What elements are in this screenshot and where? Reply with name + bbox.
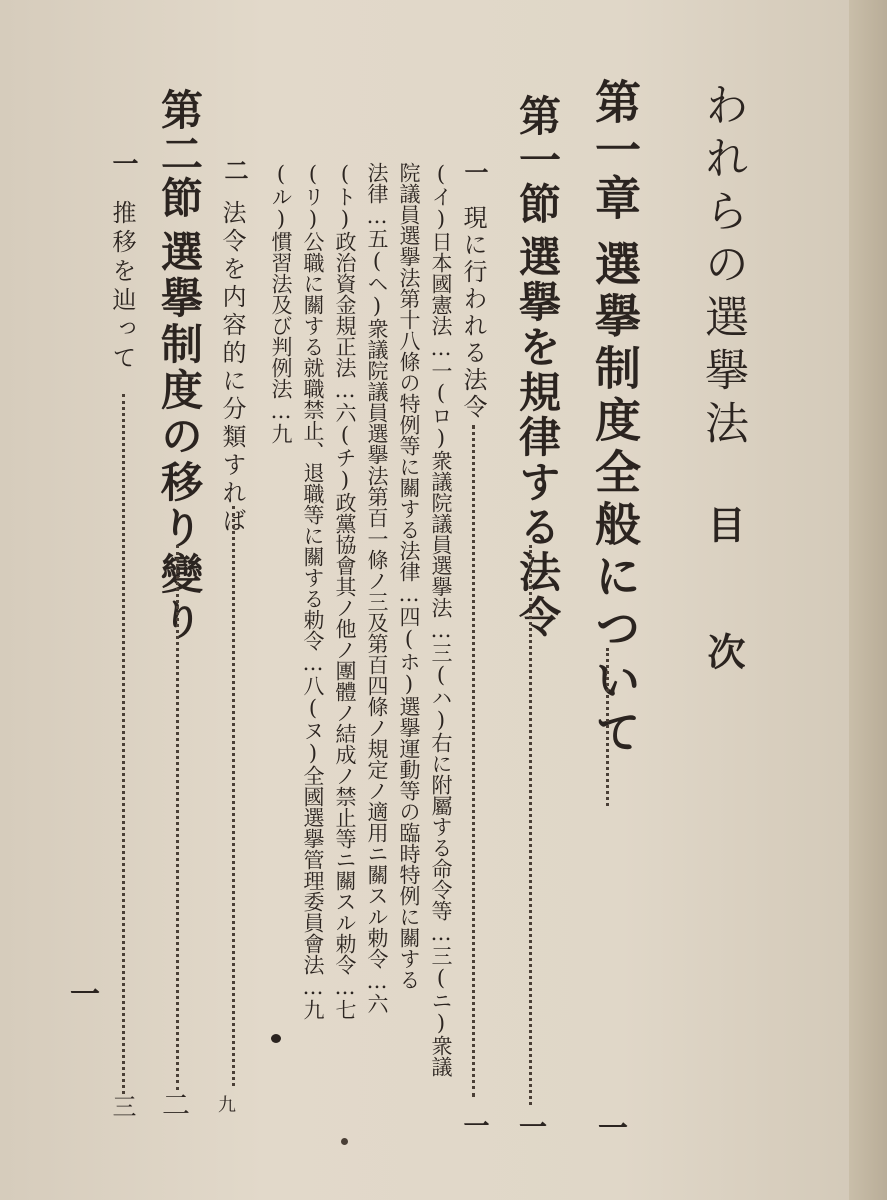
chapter-1-page: 一 xyxy=(592,1112,627,1142)
section-1-prefix: 第一節 xyxy=(513,94,562,226)
section-1-title: 選擧を規律する法令 xyxy=(513,235,562,640)
item-2-title: 法令を内容的に分類すれば xyxy=(218,200,246,536)
contents-label: 目 次 xyxy=(701,505,746,692)
item-1-line-2: 院議員選擧法第十八條の特例等に關する法律…四(ホ)選擧運動等の臨時特例に關する xyxy=(397,162,421,990)
item-1-page: 一 xyxy=(459,1112,489,1138)
item-1-line-4: (ト)政治資金規正法…六(チ)政黨協會其ノ他ノ團體ノ結成ノ禁止等ニ關スル勅令…七 xyxy=(333,162,357,1020)
section-1-leader xyxy=(529,545,532,1105)
item-1-line-6: (ル)慣習法及び判例法…九 xyxy=(269,162,293,444)
section-2-leader xyxy=(176,545,179,1090)
section-2-page: 二 xyxy=(158,1090,191,1118)
item-1-line-5: (リ)公職に關する就職禁止、退職等に關する勅令…八(ヌ)全國選擧管理委員會法…九 xyxy=(301,162,325,1020)
section-2-prefix: 第二節 xyxy=(155,88,204,220)
book-title: われらの選擧法 xyxy=(697,82,748,453)
ink-blot xyxy=(271,1034,281,1043)
item-1-number: 一 xyxy=(460,160,489,184)
item-3-leader xyxy=(122,394,125,1094)
item-2-number: 二 xyxy=(220,158,249,182)
item-2-leader xyxy=(232,506,235,1086)
section-2-title: 選擧制度の移り變り xyxy=(155,230,204,644)
page-edge xyxy=(849,0,887,1200)
chapter-1-title: 選擧制度全般について xyxy=(588,240,642,760)
item-1-line-1: (イ)日本國憲法…一(ロ)衆議院議員選擧法…三(ハ)右に附屬する命令等…三(ニ)衆議 xyxy=(429,162,453,1077)
chapter-1-leader xyxy=(606,648,609,806)
chapter-1-prefix: 第一章 xyxy=(588,78,642,222)
item-3-page: 三 xyxy=(108,1094,136,1118)
item-1-leader xyxy=(472,425,475,1097)
item-3-title: 推移を辿って xyxy=(108,200,136,374)
item-1-title: 現に行われる法令 xyxy=(459,205,487,421)
ink-dot xyxy=(341,1138,348,1145)
section-1-page: 一 xyxy=(515,1112,548,1140)
item-2-page: 九 xyxy=(215,1095,236,1113)
item-1-line-3: 法律…五(ヘ)衆議院議員選擧法第百一條ノ三及第百四條ノ規定ノ適用ニ關スル勅令…六 xyxy=(365,162,389,1014)
page-folio: 一 xyxy=(64,978,99,1008)
item-3-number: 一 xyxy=(108,150,138,176)
